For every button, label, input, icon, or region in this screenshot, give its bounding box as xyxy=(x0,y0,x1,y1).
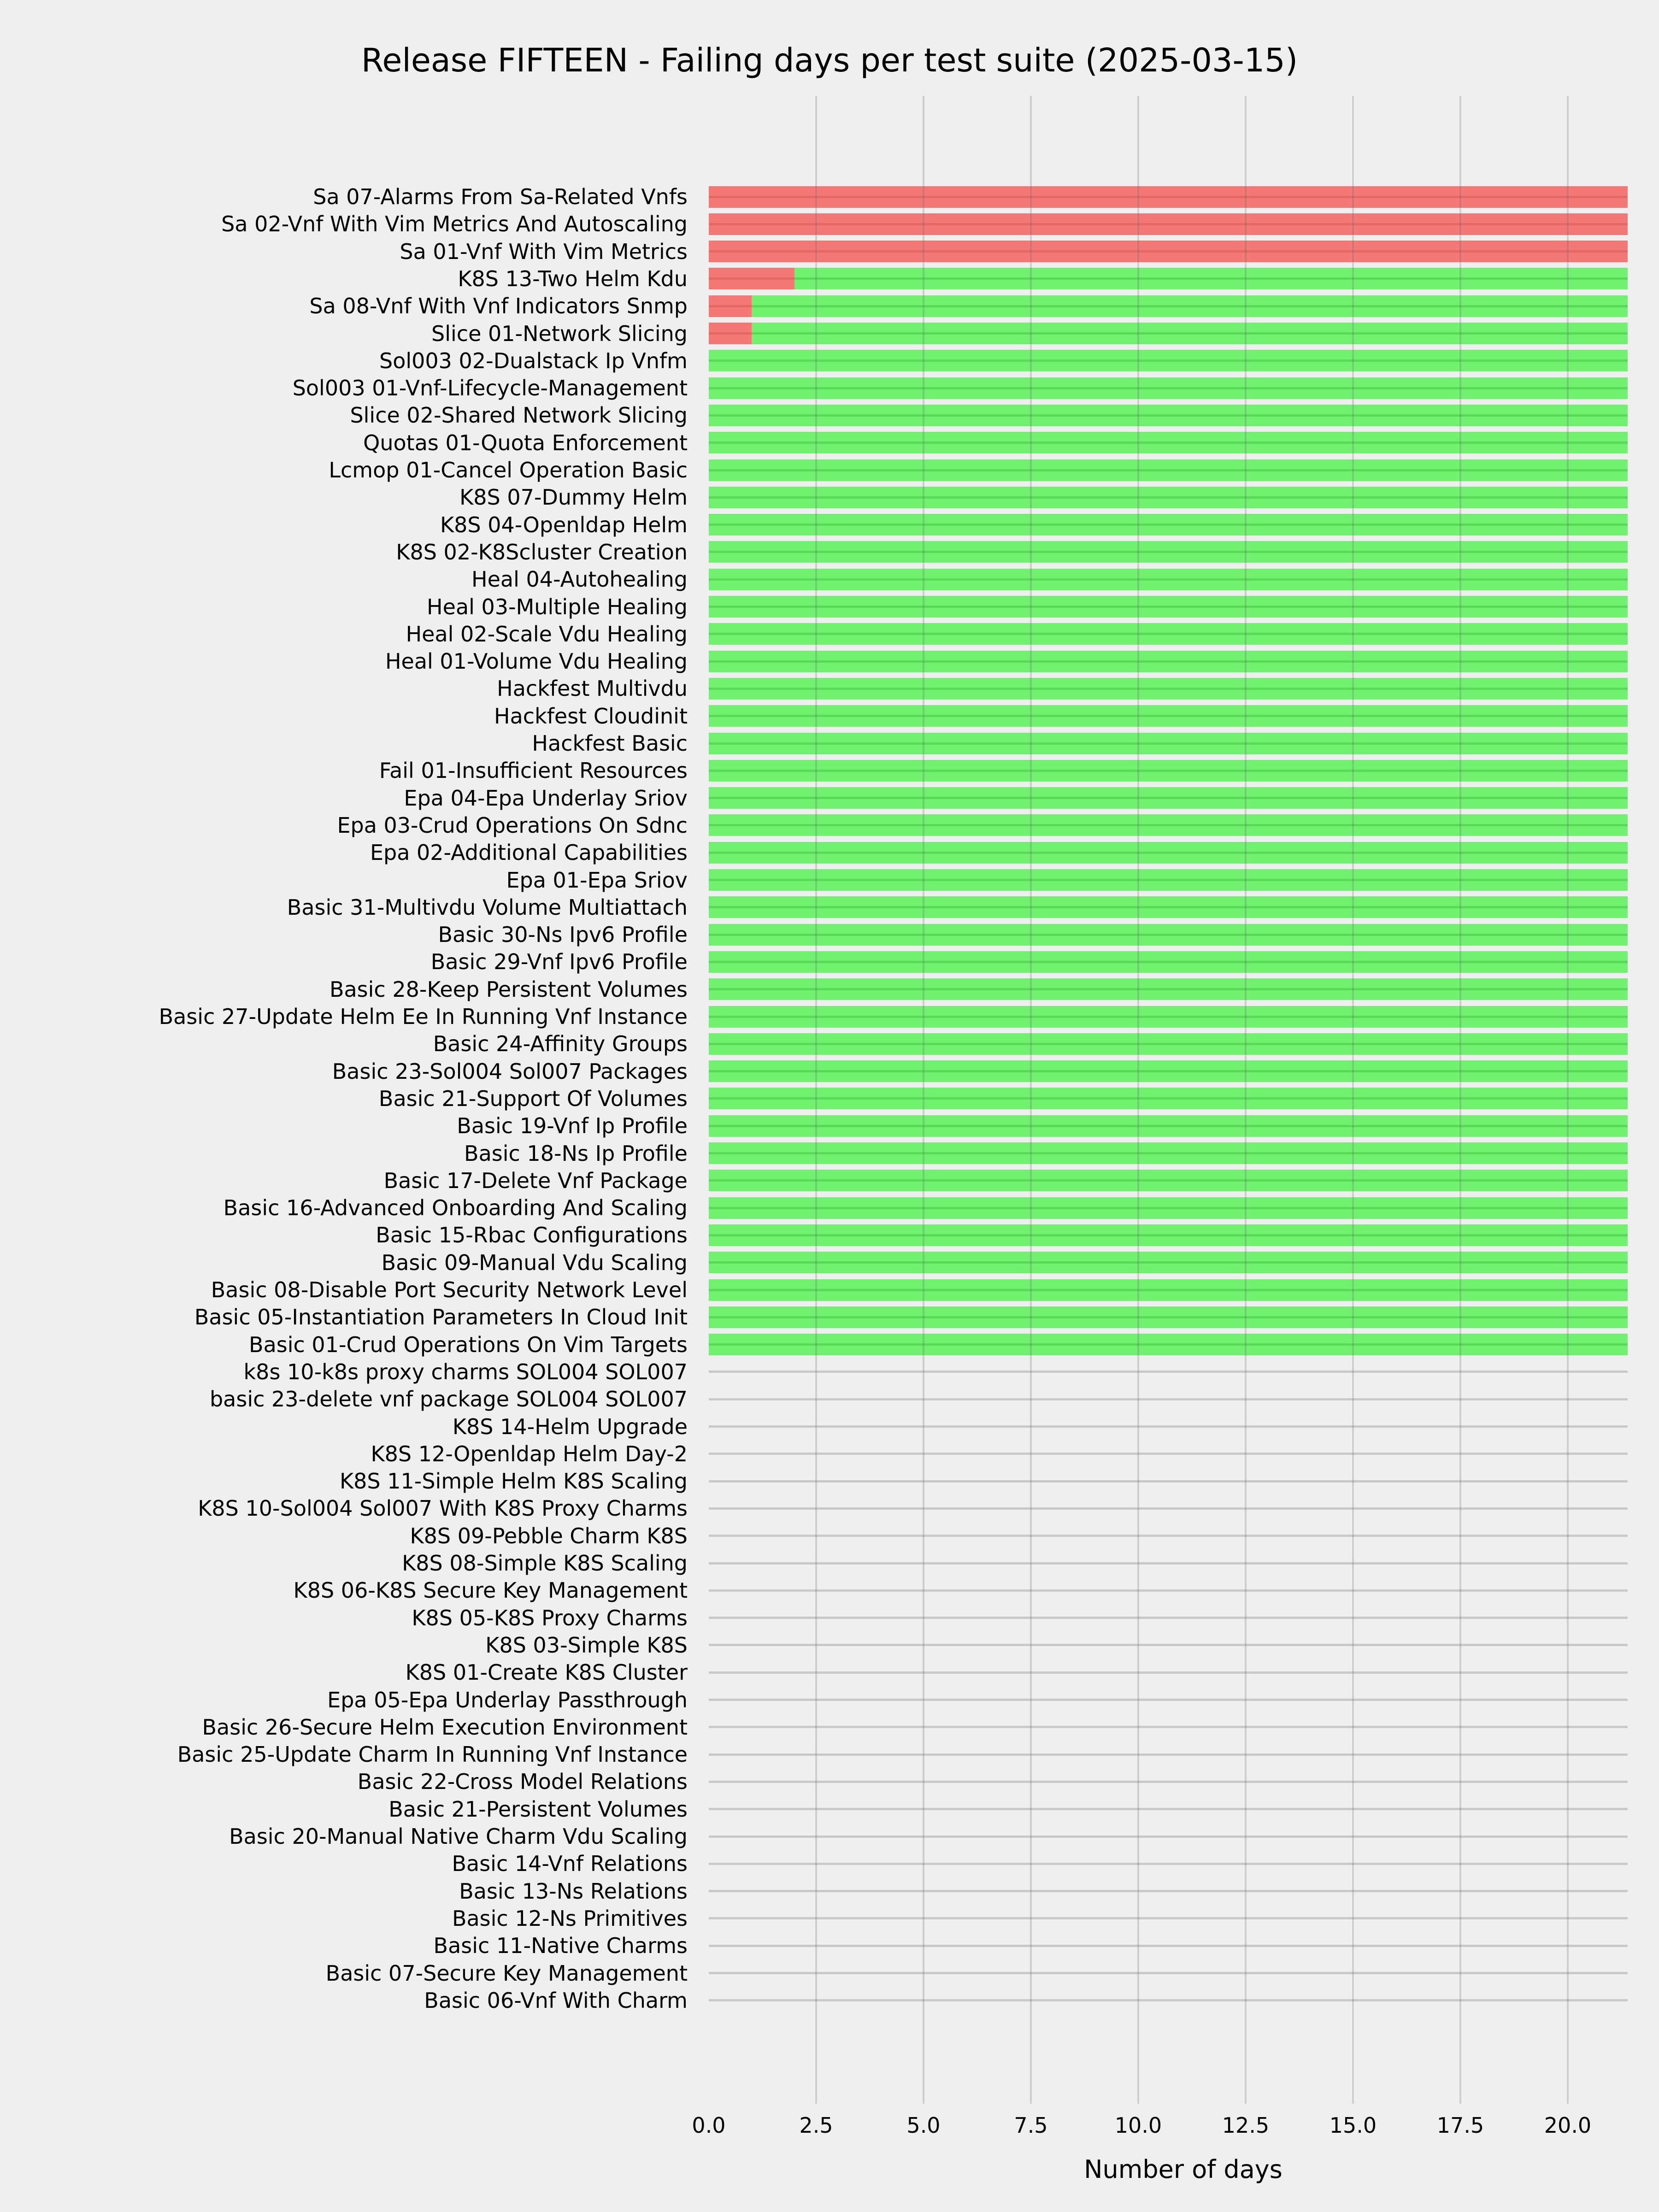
category-label: Basic 16-Advanced Onboarding And Scaling xyxy=(223,1195,688,1221)
x-tick-label: 12.5 xyxy=(1222,2113,1270,2138)
bar-segment xyxy=(709,377,1628,399)
zero-value-line xyxy=(709,1753,1628,1756)
zero-value-line xyxy=(709,1726,1628,1728)
category-label: K8S 07-Dummy Helm xyxy=(459,485,688,510)
category-label: K8S 04-Openldap Helm xyxy=(440,512,688,537)
category-label: Basic 29-Vnf Ipv6 Profile xyxy=(430,949,688,975)
bar-segment xyxy=(709,1170,1628,1191)
bar-segment xyxy=(709,1088,1628,1109)
x-tick-label: 15.0 xyxy=(1329,2113,1377,2138)
bar-segment xyxy=(709,1142,1628,1164)
bar-segment xyxy=(709,978,1628,1000)
gridline xyxy=(1459,96,1461,2104)
category-label: K8S 14-Helm Upgrade xyxy=(452,1414,688,1439)
category-label: Slice 02-Shared Network Slicing xyxy=(350,403,688,428)
gridline xyxy=(815,96,817,2104)
bar-segment xyxy=(709,733,1628,754)
bar-segment xyxy=(709,1033,1628,1055)
category-label: Epa 02-Additional Capabilities xyxy=(370,840,688,865)
bar-segment xyxy=(709,432,1628,453)
x-tick-label: 2.5 xyxy=(799,2113,833,2138)
category-label: Basic 01-Crud Operations On Vim Targets xyxy=(249,1332,688,1357)
plot-area xyxy=(709,96,1658,2104)
bar-segment xyxy=(709,186,1628,208)
category-label: Heal 02-Scale Vdu Healing xyxy=(406,621,688,647)
bar-segment xyxy=(709,268,794,289)
bar-segment xyxy=(709,623,1628,645)
category-label: K8S 09-Pebble Charm K8S xyxy=(410,1523,688,1548)
zero-value-line xyxy=(709,1480,1628,1483)
gridline xyxy=(1352,96,1354,2104)
category-label: Slice 01-Network Slicing xyxy=(431,321,688,346)
category-label: K8S 02-K8Scluster Creation xyxy=(396,539,688,565)
category-label: Basic 18-Ns Ip Profile xyxy=(464,1141,688,1166)
category-label: Epa 01-Epa Sriov xyxy=(506,867,688,893)
bar-segment xyxy=(709,514,1628,535)
zero-value-line xyxy=(709,1589,1628,1592)
bar-segment xyxy=(709,896,1628,918)
zero-value-line xyxy=(709,1535,1628,1537)
bar-segment xyxy=(709,1252,1628,1273)
gridline xyxy=(1245,96,1247,2104)
category-label: Basic 23-Sol004 Sol007 Packages xyxy=(332,1059,688,1084)
category-label: Sol003 01-Vnf-Lifecycle-Management xyxy=(292,376,688,401)
category-label: Basic 05-Instantiation Parameters In Cloud Init xyxy=(194,1305,688,1330)
category-label: K8S 11-Simple Helm K8S Scaling xyxy=(339,1469,688,1494)
bar-segment xyxy=(709,323,752,344)
bar-segment xyxy=(709,1279,1628,1301)
category-label: Sa 01-Vnf With Vim Metrics xyxy=(400,239,688,264)
zero-value-line xyxy=(709,1972,1628,1974)
gridline xyxy=(1567,96,1569,2104)
category-label: Basic 21-Persistent Volumes xyxy=(388,1796,688,1822)
gridline xyxy=(1030,96,1032,2104)
category-label: K8S 06-K8S Secure Key Management xyxy=(293,1578,688,1603)
category-label: Basic 22-Cross Model Relations xyxy=(357,1769,688,1794)
zero-value-line xyxy=(709,1617,1628,1619)
category-label: Basic 26-Secure Helm Execution Environment xyxy=(202,1714,688,1740)
category-label: Hackfest Basic xyxy=(532,731,688,756)
category-label: Basic 31-Multivdu Volume Multiattach xyxy=(287,894,688,920)
category-label: Sol003 02-Dualstack Ip Vnfm xyxy=(379,348,688,373)
bar-segment xyxy=(709,1115,1628,1137)
bar-segment xyxy=(709,350,1628,371)
bar-segment xyxy=(709,295,752,317)
bar-segment xyxy=(709,869,1628,891)
category-label: K8S 12-Openldap Helm Day-2 xyxy=(371,1441,688,1466)
bar-segment xyxy=(709,405,1628,426)
category-label: Epa 03-Crud Operations On Sdnc xyxy=(337,812,688,838)
bar-segment xyxy=(709,1006,1628,1028)
bar-segment xyxy=(709,1334,1628,1355)
category-label: Sa 02-Vnf With Vim Metrics And Autoscaling xyxy=(221,212,688,237)
category-label: Basic 28-Keep Persistent Volumes xyxy=(329,977,688,1002)
zero-value-line xyxy=(709,1808,1628,1810)
bar-segment xyxy=(709,1197,1628,1219)
category-label: K8S 01-Create K8S Cluster xyxy=(405,1660,688,1685)
x-tick-label: 0.0 xyxy=(692,2113,726,2138)
x-tick-label: 10.0 xyxy=(1114,2113,1162,2138)
bar-segment xyxy=(709,241,1628,262)
bar-segment xyxy=(709,459,1628,481)
bar-segment xyxy=(709,951,1628,973)
bar-segment xyxy=(709,787,1628,809)
category-label: Basic 11-Native Charms xyxy=(433,1933,688,1959)
category-label: Basic 19-Vnf Ip Profile xyxy=(457,1113,688,1139)
zero-value-line xyxy=(709,1562,1628,1565)
category-label: Basic 21-Support Of Volumes xyxy=(378,1086,688,1111)
zero-value-line xyxy=(709,1671,1628,1674)
bar-segment xyxy=(709,651,1628,672)
category-label: Basic 13-Ns Relations xyxy=(459,1878,688,1904)
bar-segment xyxy=(709,1060,1628,1082)
category-label: Basic 17-Delete Vnf Package xyxy=(383,1168,688,1193)
zero-value-line xyxy=(709,1890,1628,1892)
category-label: Basic 24-Affinity Groups xyxy=(433,1031,688,1057)
category-label: basic 23-delete vnf package SOL004 SOL007 xyxy=(209,1387,688,1412)
category-label: Basic 07-Secure Key Management xyxy=(325,1960,688,1986)
zero-value-line xyxy=(709,1507,1628,1510)
category-label: Basic 12-Ns Primitives xyxy=(452,1906,688,1931)
category-label: Epa 05-Epa Underlay Passthrough xyxy=(327,1687,688,1712)
zero-value-line xyxy=(709,1835,1628,1838)
category-label: k8s 10-k8s proxy charms SOL004 SOL007 xyxy=(243,1359,688,1384)
zero-value-line xyxy=(709,1644,1628,1646)
category-label: Hackfest Multivdu xyxy=(497,676,688,701)
zero-value-line xyxy=(709,1917,1628,1919)
x-tick-label: 20.0 xyxy=(1544,2113,1592,2138)
category-label: Basic 30-Ns Ipv6 Profile xyxy=(438,922,688,947)
category-label: Quotas 01-Quota Enforcement xyxy=(363,430,688,455)
category-label: Basic 15-Rbac Configurations xyxy=(376,1223,688,1248)
category-label: Basic 09-Manual Vdu Scaling xyxy=(381,1250,688,1275)
bar-segment xyxy=(752,323,1628,344)
gridline xyxy=(923,96,924,2104)
zero-value-line xyxy=(709,1999,1628,2001)
bar-segment xyxy=(709,705,1628,727)
category-label: Sa 07-Alarms From Sa-Related Vnfs xyxy=(313,184,688,209)
bar-segment xyxy=(709,760,1628,782)
bar-segment xyxy=(709,678,1628,700)
category-label: Basic 27-Update Helm Ee In Running Vnf Instance xyxy=(159,1004,688,1029)
x-tick-label: 7.5 xyxy=(1014,2113,1048,2138)
x-tick-label: 5.0 xyxy=(906,2113,941,2138)
zero-value-line xyxy=(709,1863,1628,1865)
category-label: Epa 04-Epa Underlay Sriov xyxy=(404,785,688,811)
bar-segment xyxy=(709,814,1628,836)
category-label: Basic 20-Manual Native Charm Vdu Scaling xyxy=(229,1824,688,1849)
zero-value-line xyxy=(709,1398,1628,1400)
category-label: Basic 25-Update Charm In Running Vnf Instance xyxy=(177,1742,688,1767)
zero-value-line xyxy=(709,1781,1628,1783)
x-tick-label: 17.5 xyxy=(1436,2113,1484,2138)
bar-segment xyxy=(709,1306,1628,1328)
bar-segment xyxy=(709,213,1628,235)
category-label: Heal 03-Multiple Healing xyxy=(427,594,688,619)
zero-value-line xyxy=(709,1425,1628,1428)
category-label: K8S 05-K8S Proxy Charms xyxy=(412,1605,688,1630)
category-label: K8S 10-Sol004 Sol007 With K8S Proxy Charms xyxy=(198,1496,688,1521)
category-label: Heal 01-Volume Vdu Healing xyxy=(385,649,688,674)
bar-segment xyxy=(794,268,1628,289)
category-label: Heal 04-Autohealing xyxy=(471,567,688,592)
chart-title: Release FIFTEEN - Failing days per test suite (2025-03-15) xyxy=(361,41,1298,79)
category-label: Basic 14-Vnf Relations xyxy=(452,1851,688,1877)
bar-segment xyxy=(709,1224,1628,1246)
zero-value-line xyxy=(709,1945,1628,1947)
category-label: Sa 08-Vnf With Vnf Indicators Snmp xyxy=(309,294,688,319)
category-label: Fail 01-Insufficient Resources xyxy=(379,758,688,783)
bar-segment xyxy=(709,842,1628,864)
category-label: Basic 08-Disable Port Security Network Level xyxy=(211,1277,688,1302)
bar-segment xyxy=(709,487,1628,508)
category-label: Lcmop 01-Cancel Operation Basic xyxy=(329,458,688,482)
category-label: K8S 08-Simple K8S Scaling xyxy=(402,1551,688,1576)
category-label: Hackfest Cloudinit xyxy=(494,703,688,729)
category-label: K8S 13-Two Helm Kdu xyxy=(458,266,688,291)
zero-value-line xyxy=(709,1453,1628,1455)
x-axis-label: Number of days xyxy=(1084,2155,1282,2184)
bar-segment xyxy=(709,541,1628,563)
zero-value-line xyxy=(709,1699,1628,1701)
gridline xyxy=(1137,96,1139,2104)
zero-value-line xyxy=(709,1371,1628,1373)
category-label: K8S 03-Simple K8S xyxy=(485,1632,688,1658)
bar-segment xyxy=(709,569,1628,590)
bar-segment xyxy=(752,295,1628,317)
bar-segment xyxy=(709,596,1628,618)
category-label: Basic 06-Vnf With Charm xyxy=(424,1988,688,2013)
bar-segment xyxy=(709,924,1628,946)
